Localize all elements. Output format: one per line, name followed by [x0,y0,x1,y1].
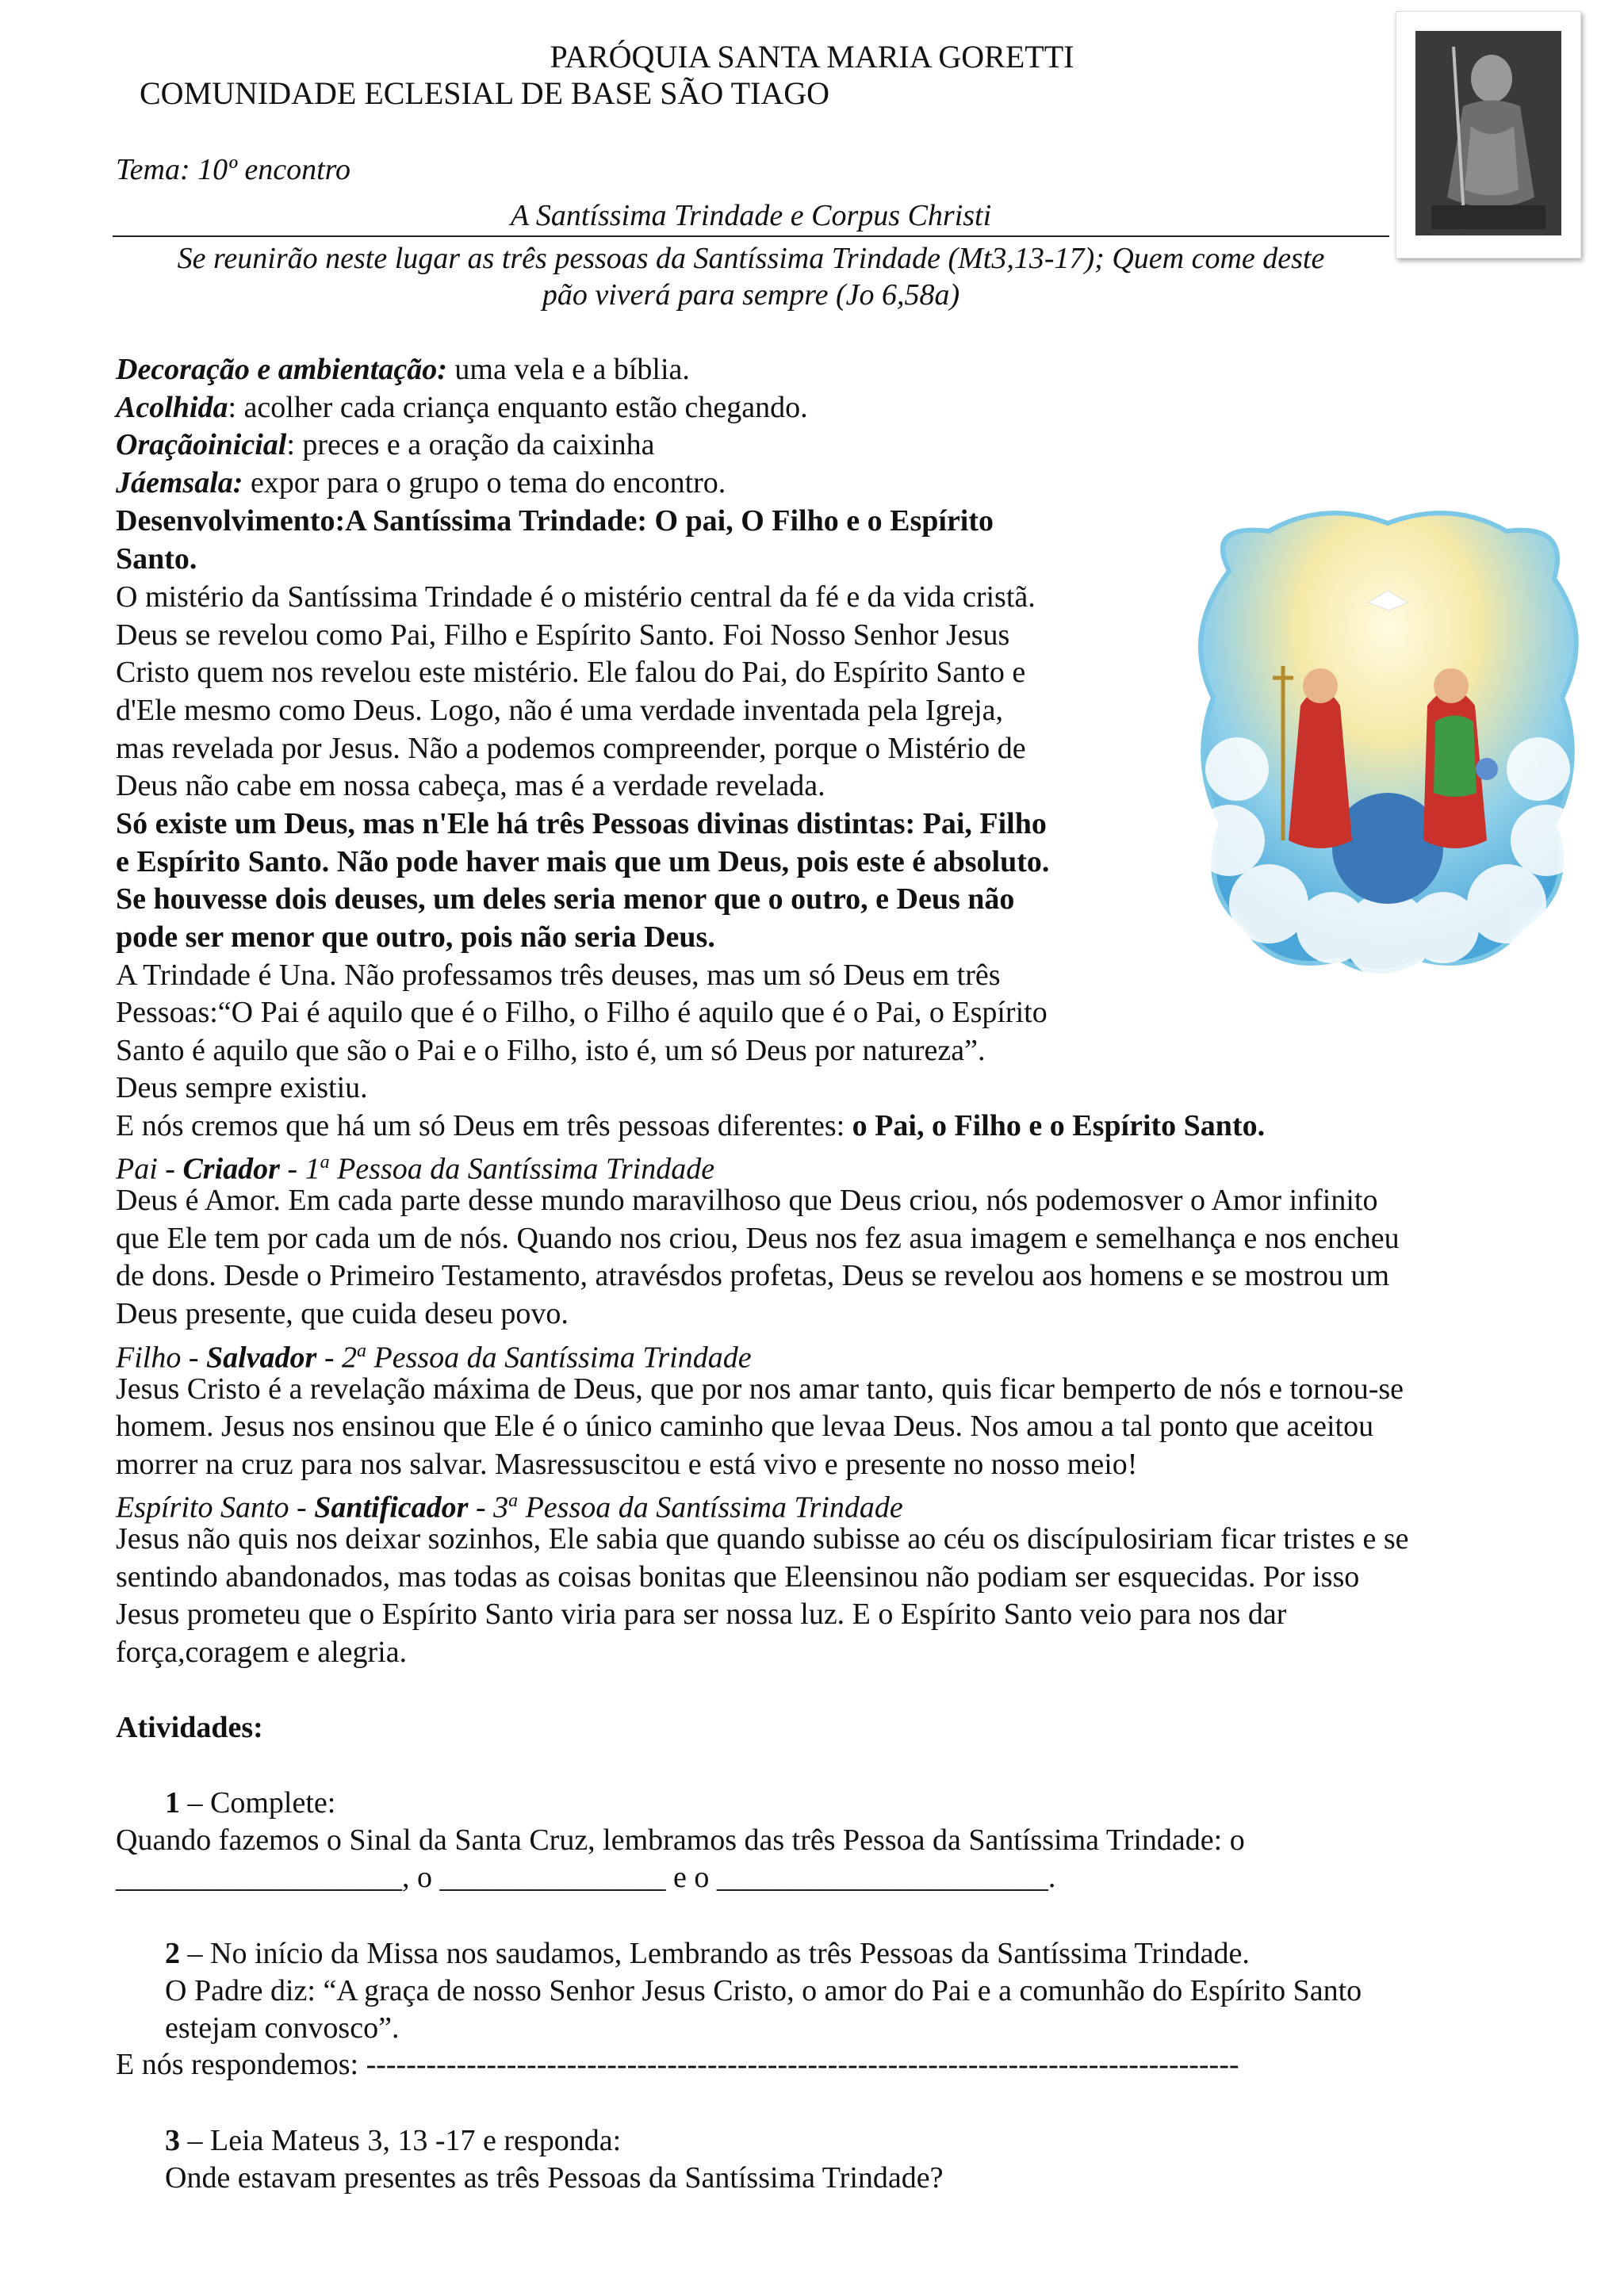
spirit-heading-role: Santificador [314,1490,469,1525]
father-heading-sup: a [320,1152,330,1173]
body-line: O mistério da Santíssima Trindade é o mistério central da fé e da vida cristã. [116,580,1036,614]
son-heading-sup: a [357,1341,366,1361]
bold-line: e Espírito Santo. Não pode haver mais que um Deus, pois este é absoluto. [116,845,1050,878]
una-line: Deus sempre existiu. [116,1071,368,1104]
spirit-heading-d: Pessoa da Santíssima Trindade [518,1490,903,1525]
body-line: Deus se revelou como Pai, Filho e Espírito Santo. Foi Nosso Senhor Jesus [116,618,1010,652]
theme-title: A Santíssima Trindade e Corpus Christi [510,199,992,232]
prayer-text: : preces e a oração da caixinha [286,428,655,461]
bold-line: pode ser menor que outro, pois não seria Deus. [116,920,715,954]
question-3-question: Onde estavam presentes as três Pessoas da Santíssima Trindade? [165,2161,944,2195]
bold-line: Se houvesse dois deuses, um deles seria menor que o outro, e Deus não [116,882,1015,916]
trinity-illustration [1182,507,1594,983]
question-1-blanks[interactable]: ___________________, o _______________ e o ______________________. [116,1861,1056,1894]
question-2-line-2: O Padre diz: “A graça de nosso Senhor Jesus Cristo, o amor do Pai e a comunhão do Espírito Santo [165,1974,1362,2007]
question-2-text: – No início da Missa nos saudamos, Lembrando as três Pessoas da Santíssima Trindade. [180,1937,1250,1970]
room-label: Jáemsala: [116,466,243,499]
community-name: COMUNIDADE ECLESIAL DE BASE SÃO TIAGO [140,75,829,111]
room-text: expor para o grupo o tema do encontro. [243,466,726,499]
una-line: A Trindade é Una. Não professamos três deuses, mas um só Deus em três [116,959,1001,992]
spirit-line: força,coragem e alegria. [116,1636,408,1669]
question-2-number: 2 [165,1937,180,1970]
development-label: Desenvolvimento [116,504,335,538]
room-item [116,464,726,502]
question-3-text: – Leia Mateus 3, 13 -17 e responda: [180,2124,622,2157]
question-1-number: 1 [165,1786,180,1820]
title-rule [113,235,1389,237]
question-2-line-3: estejam convosco”. [165,2011,400,2045]
spirit-heading-c: - 3 [468,1490,509,1525]
spirit-line: Jesus prometeu que o Espírito Santo viria para ser nossa luz. E o Espírito Santo veio para nos dar [116,1598,1287,1631]
father-heading-a: Pai - [116,1152,183,1186]
father-line: Deus presente, que cuida deseu povo. [116,1297,569,1330]
question-1-label: – Complete: [180,1786,336,1820]
body-line: Cristo quem nos revelou este mistério. Ele falou do Pai, do Espírito Santo e [116,656,1026,689]
question-3-number: 3 [165,2124,180,2157]
son-heading-role: Salvador [205,1341,317,1375]
father-heading-c: - 1 [279,1152,320,1186]
question-2-header [165,1934,1250,1973]
development-text-1: :A Santíssima Trindade: O pai, O Filho e o Espírito [335,504,994,538]
body-line: Deus não cabe em nossa cabeça, mas é a verdade revelada. [116,769,825,802]
believe-bold: o Pai, o Filho e o Espírito Santo. [852,1109,1266,1142]
spirit-line: Jesus não quis nos deixar sozinhos, Ele sabia que quando subisse ao céu os discípulosiriam ficar tristes e se [116,1522,1409,1556]
question-1-text: Quando fazemos o Sinal da Santa Cruz, lembramos das três Pessoa da Santíssima Trindade: o [116,1823,1245,1857]
development-text-2: Santo. [116,542,197,576]
decor-item [116,350,690,388]
father-heading-d: Pessoa da Santíssima Trindade [329,1152,715,1186]
son-line: Jesus Cristo é a revelação máxima de Deus, que por nos amar tanto, quis ficar bemperto de nós e tornou-se [116,1372,1404,1406]
prayer-label: Oraçãoinicial [116,428,287,461]
welcome-item [116,388,808,427]
son-line: morrer na cruz para nos salvar. Masressuscitou e está vivo e presente no nosso meio! [116,1448,1138,1481]
theme-subtitle-1: Se reunirão neste lugar as três pessoas da Santíssima Trindade (Mt3,13-17); Quem come deste [177,242,1325,275]
parish-name: PARÓQUIA SANTA MARIA GORETTI [550,39,1074,75]
decor-text: uma vela e a bíblia. [446,353,690,386]
believe-text: E nós cremos que há um só Deus em três pessoas diferentes: [116,1109,852,1142]
spirit-line: sentindo abandonados, mas todas as coisas bonitas que Eleensinou não podiam ser esquecidas. Por isso [116,1560,1360,1594]
body-line: mas revelada por Jesus. Não a podemos compreender, porque o Mistério de [116,732,1026,765]
una-line: Santo é aquilo que são o Pai e o Filho, isto é, um só Deus por natureza”. [116,1034,986,1067]
father-heading-role: Criador [182,1152,280,1186]
development-item [116,502,994,540]
son-heading-d: Pessoa da Santíssima Trindade [366,1341,752,1375]
body-line: d'Ele mesmo como Deus. Logo, não é uma verdade inventada pela Igreja, [116,694,1003,727]
spirit-heading-sup: a [508,1490,519,1511]
welcome-text: : acolher cada criança enquanto estão chegando. [228,391,808,424]
decor-label: Decoração e ambientação: [116,353,447,386]
bold-line: Só existe um Deus, mas n'Ele há três Pessoas divinas distintas: Pai, Filho [116,807,1047,840]
prayer-item [116,426,655,464]
activities-title: Atividades: [116,1711,263,1744]
father-line: que Ele tem por cada um de nós. Quando nos criou, Deus nos fez asua imagem e semelhança e nos encheu [116,1222,1400,1255]
believe-line [116,1107,1265,1145]
son-heading-a: Filho - [116,1341,206,1375]
son-line: homem. Jesus nos ensinou que Ele é o único caminho que levaa Deus. Nos amou a tal ponto que aceitou [116,1410,1374,1443]
son-heading-c: - 2 [316,1341,357,1375]
spirit-heading-a: Espírito Santo - [116,1490,315,1525]
welcome-label: Acolhida [116,391,228,424]
question-1-header [165,1784,335,1822]
theme-subtitle-2: pão viverá para sempre (Jo 6,58a) [542,278,960,312]
una-line: Pessoas:“O Pai é aquilo que é o Filho, o Filho é aquilo que é o Pai, o Espírito [116,996,1048,1029]
holy-trinity-image [1182,507,1594,983]
question-3-header [165,2122,621,2160]
father-line: de dons. Desde o Primeiro Testamento, atravésdos profetas, Deus se revelou aos homens e se mostrou um [116,1259,1390,1292]
father-line: Deus é Amor. Em cada parte desse mundo maravilhoso que Deus criou, nós podemosver o Amor infinito [116,1184,1378,1217]
question-2-answer[interactable]: E nós respondemos: --------------------------------------------------------------------------------------- [116,2048,1239,2081]
theme-label: Tema: 10º encontro [116,153,351,186]
